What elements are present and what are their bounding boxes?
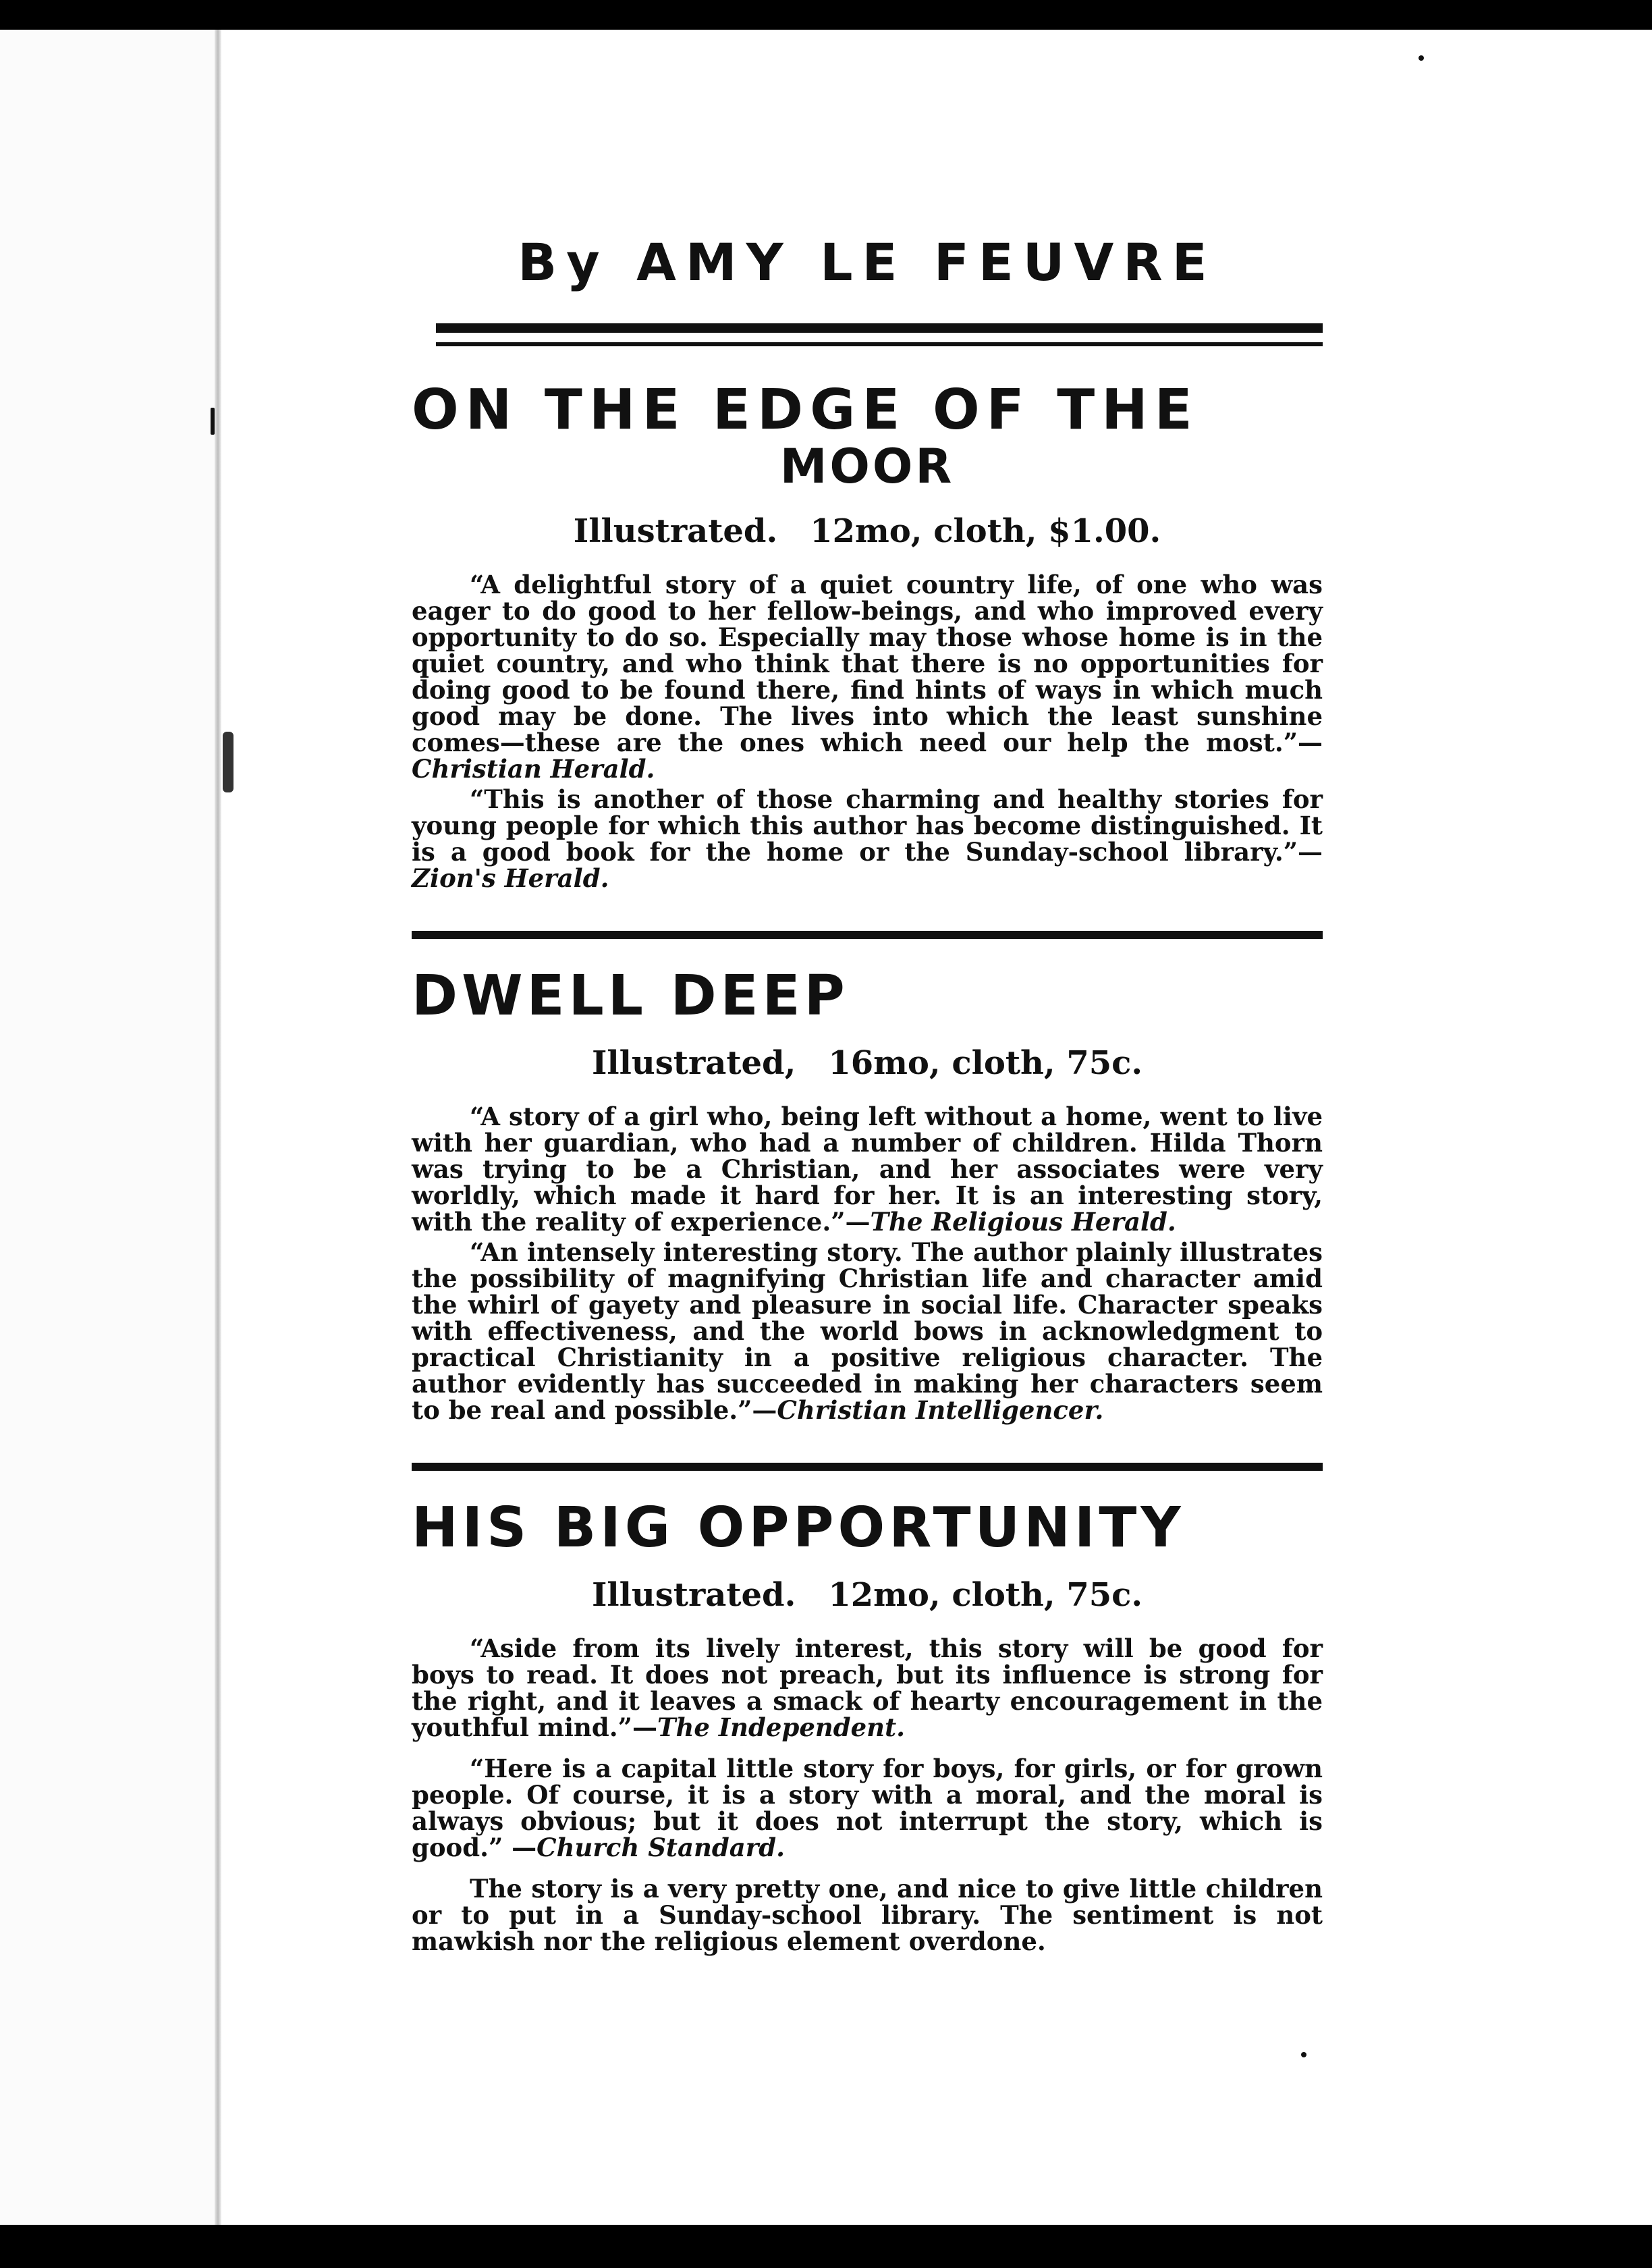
page-sheet [0, 30, 1652, 2225]
format-price: 12mo, cloth, 75c. [828, 1576, 1143, 1614]
double-rule [412, 323, 1323, 354]
ink-speck [1301, 2052, 1306, 2057]
review-text: “Here is a capital little story for boys, for girls, or for grown people. Of course, it is a story with a moral, and the moral is always obvious; but it does not interrupt the story, which is good.” — [412, 1754, 1323, 1862]
ink-speck [211, 408, 215, 435]
review-source: Zion's Herald. [412, 863, 609, 893]
review-source: The Religious Herald. [870, 1207, 1176, 1237]
advertisement-column [412, 232, 1323, 1959]
review-text: “A delightful story of a quiet country life, of one who was eager to do good to her fellow-beings, and who improved every opportunity to do so. Especially may those whose home is in the quiet country, and who think that there is no opportunities for doing good to be found there, find hints of ways in which much good may be done. The lives into which the least sunshine comes—these are the ones which need our help the most.”— [412, 570, 1323, 757]
review-quote [412, 1636, 1323, 1741]
edition-info [412, 1044, 1323, 1082]
book-gutter [215, 30, 221, 2225]
illustrated-label: Illustrated. [591, 1576, 796, 1614]
review-quote [412, 1756, 1323, 1861]
edition-info [412, 512, 1323, 550]
review-text: “This is another of those charming and healthy stories for young people for which this author has become distinguished. It is a good book for the home or the Sunday-school library.”— [412, 784, 1323, 867]
section-divider [412, 931, 1323, 939]
book-title: DWELL DEEP [412, 964, 849, 1028]
review-quote [412, 572, 1323, 782]
book-entry-his-big-opportunity [412, 1496, 1323, 1956]
rule-thin [436, 342, 1323, 346]
ink-speck [223, 732, 233, 792]
review-source: Christian Herald. [412, 754, 655, 784]
format-price: 16mo, cloth, 75c. [828, 1044, 1143, 1082]
review-source: Christian Intelligencer. [777, 1395, 1104, 1425]
book-entry-dwell-deep [412, 964, 1323, 1425]
review-quote [412, 1239, 1323, 1424]
illustrated-label: Illustrated, [591, 1044, 796, 1082]
format-price: 12mo, cloth, $1.00. [810, 512, 1161, 550]
review-text: “An intensely interesting story. The author plainly illustrates the possibility of magnifying Christian life and character amid the whirl of gayety and pleasure in social life. Character speaks with effectiveness, and the world bows in acknowledgment to practical Christianity in a positive religious character. The author evidently has succeeded in making her characters seem to be real and possible.”— [412, 1237, 1323, 1425]
review-text: The story is a very pretty one, and nice to give little children or to put in a Sunday-school library. The sentiment is not mawkish nor the religious element overdone. [412, 1874, 1323, 1956]
ink-speck [1419, 55, 1424, 61]
previous-leaf-edge [0, 30, 215, 2225]
review-quote [412, 1104, 1323, 1235]
book-title: ON THE EDGE OF THE [412, 378, 1199, 442]
section-divider [412, 1463, 1323, 1471]
author-heading: By AMY LE FEUVRE [518, 232, 1217, 292]
book-title-continued: MOOR [779, 439, 955, 494]
review-text: “Aside from its lively interest, this story will be good for boys to read. It does not preach, but its influence is strong for the right, and it leaves a smack of hearty encouragement in the youthful mind.”— [412, 1634, 1323, 1742]
review-source: The Independent. [657, 1712, 906, 1742]
review-quote [412, 1876, 1323, 1955]
review-quote [412, 786, 1323, 892]
rule-thick [436, 323, 1323, 333]
review-text: “A story of a girl who, being left without a home, went to live with her guardian, who had a number of children. Hilda Thorn was trying to be a Christian, and her associates were very worldly, which made it hard for her. It is an interesting story, with the reality of experience.”— [412, 1102, 1323, 1237]
edition-info [412, 1576, 1323, 1614]
illustrated-label: Illustrated. [573, 512, 778, 550]
review-source: Church Standard. [536, 1833, 785, 1862]
book-title: HIS BIG OPPORTUNITY [412, 1496, 1185, 1560]
book-entry-edge-of-the-moor [412, 378, 1323, 893]
